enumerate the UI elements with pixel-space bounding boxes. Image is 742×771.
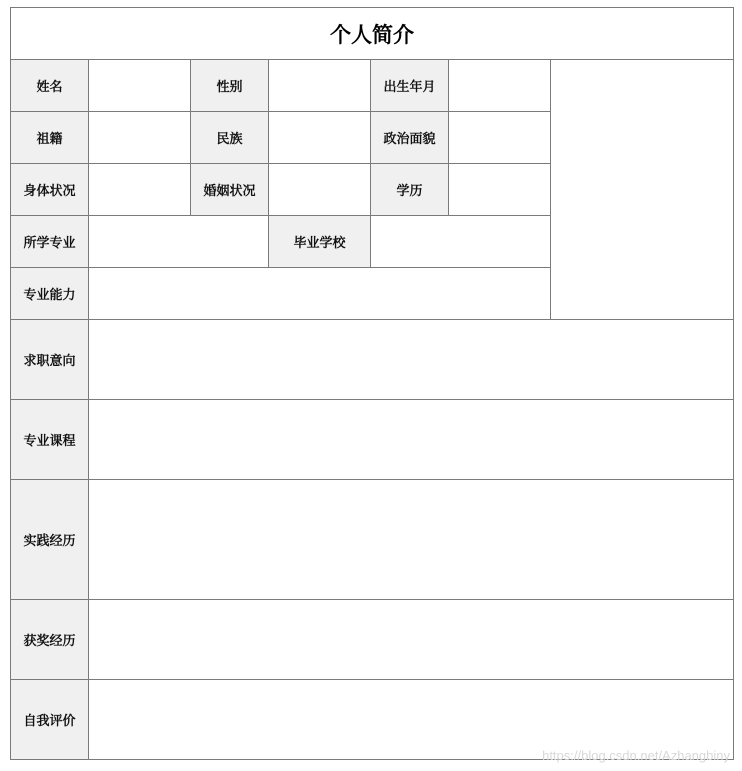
major-field[interactable] [89,216,269,268]
courses-field[interactable] [89,400,734,480]
practice-label: 实践经历 [11,480,89,600]
gender-label: 性别 [191,60,269,112]
courses-label: 专业课程 [11,400,89,480]
school-label: 毕业学校 [269,216,371,268]
health-label: 身体状况 [11,164,89,216]
resume-container [10,7,733,760]
practice-field[interactable] [89,480,734,600]
watermark-text: https://blog.csdn.net/Azhangbiny [542,748,730,763]
native-place-field[interactable] [89,112,191,164]
name-field[interactable] [89,60,191,112]
native-place-label: 祖籍 [11,112,89,164]
awards-field[interactable] [89,600,734,680]
resume-table [10,7,734,760]
intent-field[interactable] [89,320,734,400]
ethnicity-label: 民族 [191,112,269,164]
marital-label: 婚姻状况 [191,164,269,216]
political-label: 政治面貌 [371,112,449,164]
ability-field[interactable] [89,268,551,320]
ethnicity-field[interactable] [269,112,371,164]
major-label: 所学专业 [11,216,89,268]
school-field[interactable] [371,216,551,268]
page-title: 个人简介 [11,8,734,60]
ability-label: 专业能力 [11,268,89,320]
education-label: 学历 [371,164,449,216]
intent-label: 求职意向 [11,320,89,400]
birth-label: 出生年月 [371,60,449,112]
birth-field[interactable] [449,60,551,112]
education-field[interactable] [449,164,551,216]
gender-field[interactable] [269,60,371,112]
health-field[interactable] [89,164,191,216]
photo-area[interactable] [551,60,734,320]
marital-field[interactable] [269,164,371,216]
name-label: 姓名 [11,60,89,112]
awards-label: 获奖经历 [11,600,89,680]
political-field[interactable] [449,112,551,164]
self-eval-label: 自我评价 [11,680,89,760]
